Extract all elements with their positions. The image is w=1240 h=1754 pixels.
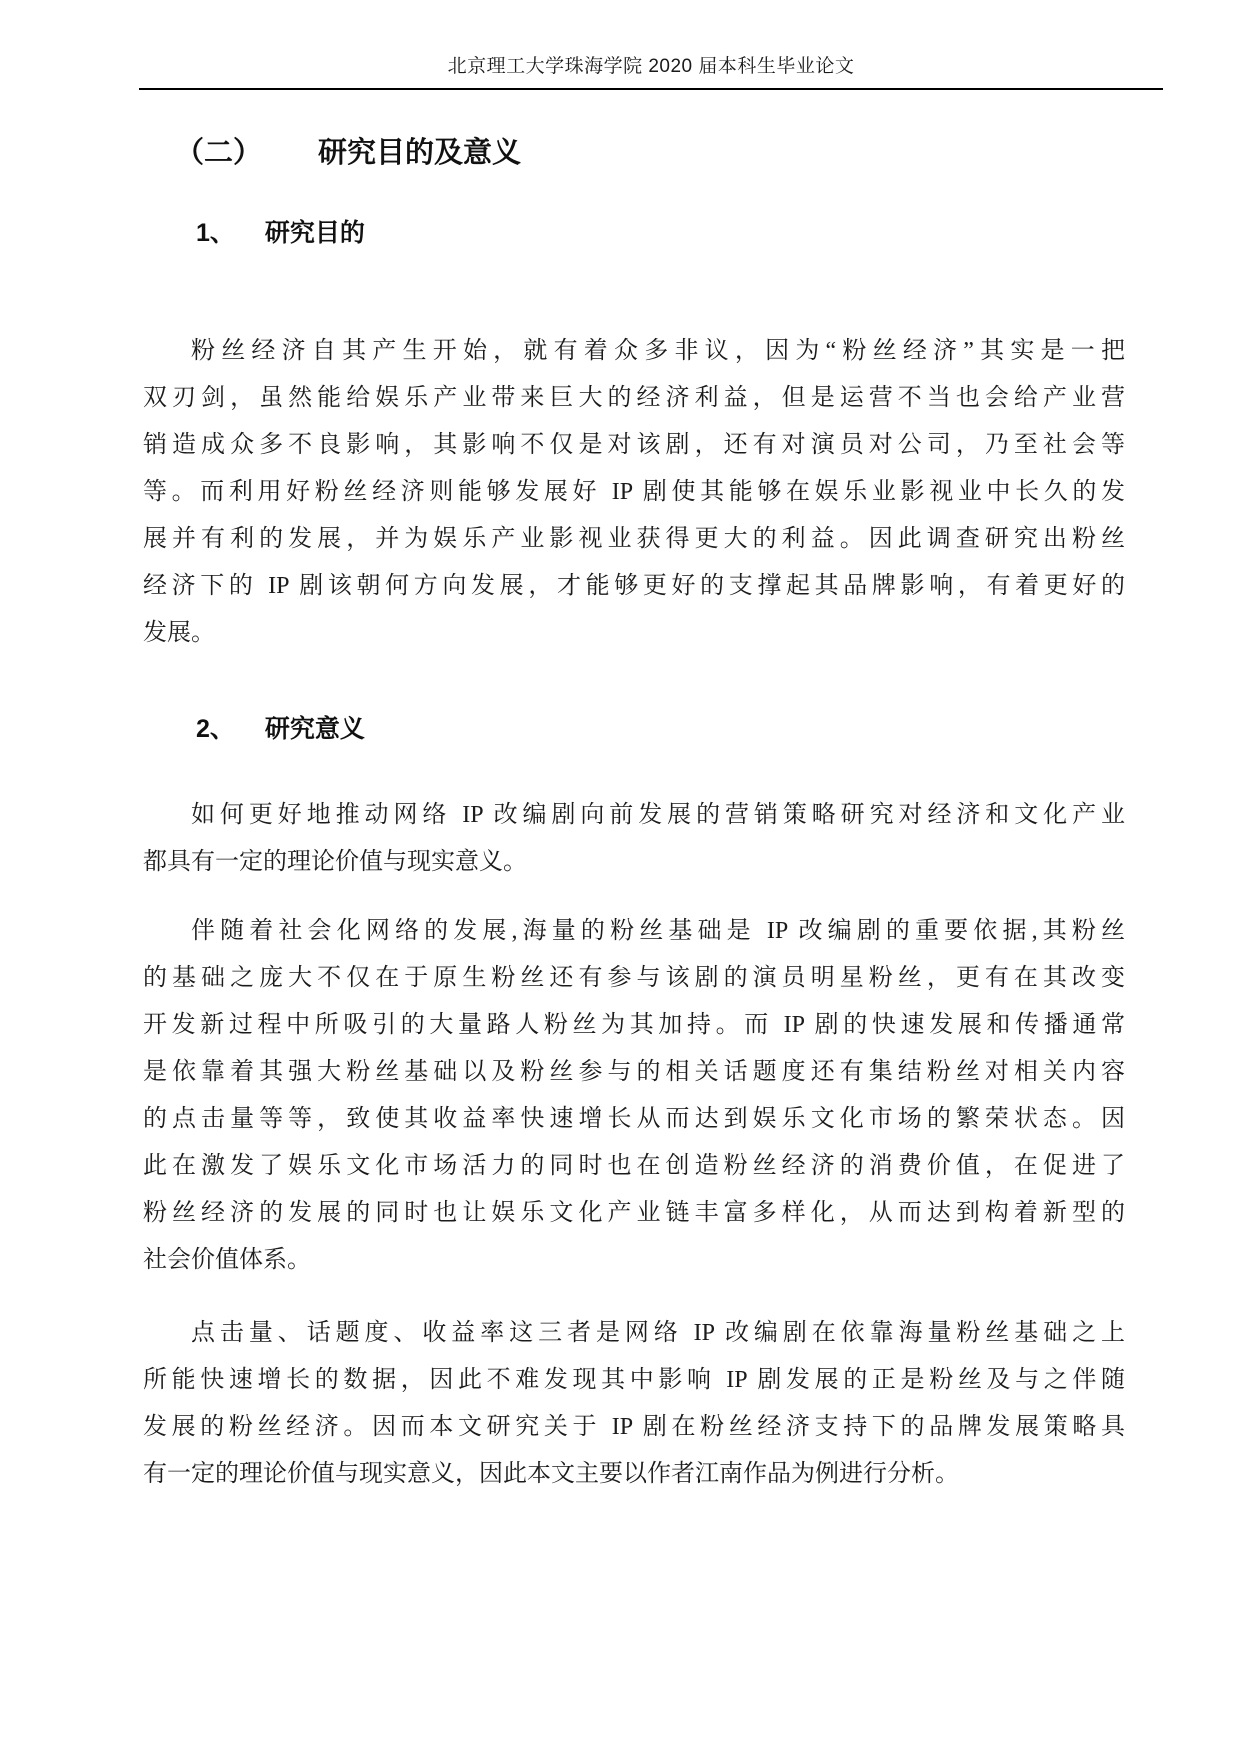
paragraph-fan-base-analysis [143, 908, 1125, 1284]
page-header [139, 0, 1163, 90]
text-line: 点击量、话题度、收益率这三者是网络 IP 改编剧在依靠海量粉丝基础之上 [191, 1320, 1125, 1346]
text-line: 发展的粉丝经济。因而本文研究关于 IP 剧在粉丝经济支持下的品牌发展策略具 [143, 1414, 1125, 1440]
text-line: 社会价值体系。 [143, 1247, 311, 1273]
paragraph-significance-intro [143, 792, 1125, 886]
text-line: 此在激发了娱乐文化市场活力的同时也在创造粉丝经济的消费价值，在促进了 [143, 1153, 1125, 1179]
text-line: 有一定的理论价值与现实意义，因此本文主要以作者江南作品为例进行分析。 [143, 1461, 959, 1487]
text-line: 是依靠着其强大粉丝基础以及粉丝参与的相关话题度还有集结粉丝对相关内容 [143, 1059, 1125, 1085]
text-line: 的点击量等等，致使其收益率快速增长从而达到娱乐文化市场的繁荣状态。因 [143, 1106, 1125, 1132]
running-head-title: 北京理工大学珠海学院 2020 届本科生毕业论文 [447, 56, 855, 77]
paragraph-research-purpose [143, 328, 1125, 657]
section-title-label: 研究目的及意义 [318, 137, 522, 169]
text-line: 如何更好地推动网络 IP 改编剧向前发展的营销策略研究对经济和文化产业 [191, 802, 1125, 828]
subsection-heading-research-significance [196, 712, 1125, 746]
text-line: 销造成众多不良影响，其影响不仅是对该剧，还有对演员对公司，乃至社会等 [143, 432, 1125, 458]
subsection-heading-research-purpose [196, 216, 1125, 250]
text-line: 开发新过程中所吸引的大量路人粉丝为其加持。而 IP 剧的快速发展和传播通常 [143, 1012, 1125, 1038]
section-number: （二） [175, 137, 263, 169]
text-line: 所能快速增长的数据，因此不难发现其中影响 IP 剧发展的正是粉丝及与之伴随 [143, 1367, 1125, 1393]
subsection-number: 2、 [196, 715, 235, 743]
page-body [143, 134, 1125, 1498]
paragraph-conclusion [143, 1310, 1125, 1498]
subsection-label: 研究意义 [264, 715, 365, 743]
text-line: 伴随着社会化网络的发展,海量的粉丝基础是 IP 改编剧的重要依据,其粉丝 [191, 918, 1125, 944]
subsection-number: 1、 [196, 219, 235, 247]
text-line: 展并有利的发展，并为娱乐产业影视业获得更大的利益。因此调查研究出粉丝 [143, 526, 1125, 552]
section-title [175, 134, 1125, 172]
text-line: 经济下的 IP 剧该朝何方向发展，才能够更好的支撑起其品牌影响，有着更好的 [143, 573, 1125, 599]
text-line: 都具有一定的理论价值与现实意义。 [143, 849, 527, 875]
subsection-label: 研究目的 [264, 219, 365, 247]
text-line: 等。而利用好粉丝经济则能够发展好 IP 剧使其能够在娱乐业影视业中长久的发 [143, 479, 1125, 505]
text-line: 双刃剑，虽然能给娱乐产业带来巨大的经济利益，但是运营不当也会给产业营 [143, 385, 1125, 411]
text-line: 粉丝经济自其产生开始，就有着众多非议，因为“粉丝经济”其实是一把 [191, 338, 1125, 364]
text-line: 发展。 [143, 620, 215, 646]
text-line: 粉丝经济的发展的同时也让娱乐文化产业链丰富多样化，从而达到构着新型的 [143, 1200, 1125, 1226]
text-line: 的基础之庞大不仅在于原生粉丝还有参与该剧的演员明星粉丝，更有在其改变 [143, 965, 1125, 991]
